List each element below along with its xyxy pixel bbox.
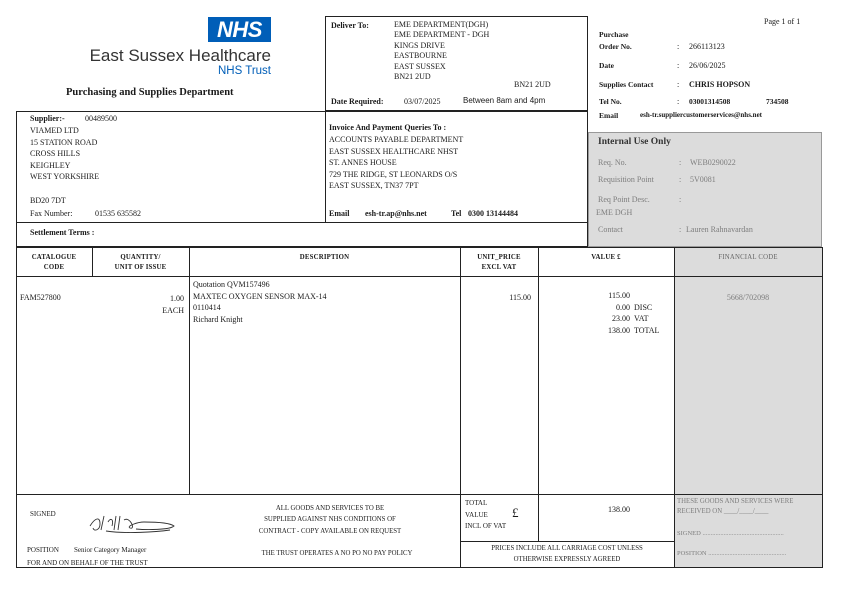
supplies-contact-label: Supplies Contact	[599, 80, 654, 89]
received-signed-line: SIGNED ..................................................	[677, 530, 784, 537]
description-line: Richard Knight	[193, 314, 243, 324]
supplier-line: VIAMED LTD	[30, 126, 79, 135]
org-name: East Sussex Healthcare	[89, 46, 271, 65]
fax-value: 01535 635582	[95, 209, 141, 218]
value-label: VAT	[634, 314, 649, 324]
description-line: 0110414	[193, 303, 221, 313]
total-label	[465, 498, 506, 533]
value-row	[560, 290, 659, 302]
currency-symbol: £	[512, 505, 519, 520]
deliver-line: EASTBOURNE	[394, 51, 447, 61]
value-block	[560, 290, 659, 336]
value-label: DISC	[634, 302, 653, 312]
tel-value: 03001314508	[689, 97, 731, 106]
value-amount: 0.00	[616, 302, 630, 312]
unit-of-issue: EACH	[162, 306, 184, 315]
req-point-value: 5V0081	[690, 175, 716, 184]
col-header-catalogue	[16, 253, 92, 273]
received-line: THESE GOODS AND SERVICES WERE	[677, 498, 794, 505]
received-text	[677, 497, 793, 517]
date-required-label: Date Required:	[331, 97, 384, 106]
divider	[325, 111, 326, 223]
fax-label: Fax Number:	[30, 209, 73, 218]
delivery-window: Between 8am and 4pm	[463, 96, 546, 105]
supplier-line: WEST YORKSHIRE	[30, 172, 100, 182]
nhs-logo-text: NHS	[217, 17, 262, 42]
sep: :	[677, 80, 680, 89]
deliver-line: BN21 2UD	[394, 72, 431, 82]
carriage-line: PRICES INCLUDE ALL CARRIAGE COST UNLESS	[491, 545, 643, 552]
req-point-label: Requisition Point	[598, 175, 654, 184]
supplier-line: KEIGHLEY	[30, 160, 71, 170]
invoice-email: esh-tr.ap@nhs.net	[365, 209, 427, 218]
supplier-invoice-box	[16, 111, 588, 247]
column-divider	[538, 494, 539, 541]
sep: :	[679, 158, 682, 167]
deliver-postcode: BN21 2UD	[514, 80, 551, 89]
supplier-line: 15 STATION ROAD	[30, 137, 98, 147]
order-no-label: Order No.	[599, 42, 632, 51]
col-header-value: VALUE £	[591, 254, 621, 261]
invoice-address	[329, 134, 463, 192]
sep: :	[677, 61, 680, 70]
deliver-line: EME DEPARTMENT(DGH)	[394, 20, 489, 29]
total-label-line: TOTAL	[465, 499, 488, 507]
supplier-label: Supplier:-	[30, 114, 65, 123]
col-header-description: DESCRIPTION	[299, 254, 350, 261]
value-amount: 23.00	[612, 314, 630, 324]
sep: :	[677, 42, 680, 51]
date-value: 26/06/2025	[689, 61, 726, 70]
deliver-address	[394, 20, 489, 82]
received-line: RECEIVED ON ____/____/____	[677, 508, 769, 515]
column-divider	[189, 247, 190, 495]
financial-code-value: 5668/702098	[726, 293, 770, 302]
column-divider	[674, 247, 675, 495]
supplier-line: CROSS HILLS	[30, 149, 81, 159]
line-items-table	[16, 247, 823, 495]
invoice-tel: 0300 13144484	[468, 209, 518, 218]
page-label: Page 1 of 1	[764, 17, 801, 26]
no-po-policy: THE TRUST OPERATES A NO PO NO PAY POLICY	[261, 550, 413, 557]
catalogue-code: FAM527800	[20, 293, 61, 302]
position-label: POSITION	[27, 546, 59, 554]
tel-label: Tel No.	[599, 97, 622, 106]
col-header-text: CODE	[43, 264, 65, 271]
col-header-text: UNIT_PRICE	[477, 254, 521, 261]
conditions-text	[230, 503, 430, 537]
purchase-label: Purchase	[599, 30, 629, 39]
col-header-text: CATALOGUE	[31, 254, 77, 261]
invoice-line: EAST SUSSEX HEALTHCARE NHST	[329, 146, 459, 156]
signed-label: SIGNED	[30, 510, 56, 518]
col-header-text: QUANTITY/	[120, 254, 161, 261]
deliver-line: EAST SUSSEX	[394, 61, 446, 71]
sep: :	[677, 97, 680, 106]
divider	[460, 541, 674, 542]
req-no-label: Req. No.	[598, 158, 627, 167]
behalf-text: FOR AND ON BEHALF OF THE TRUST	[27, 559, 148, 567]
contact-label: Contact	[598, 225, 623, 234]
department-title: Purchasing and Supplies Department	[66, 87, 234, 98]
email-value: esh-tr.suppliercustomerservices@nhs.net	[640, 111, 763, 119]
position-value: Senior Category Manager	[74, 546, 147, 554]
supplier-address	[30, 125, 99, 183]
supplier-postcode: BD20 7DT	[30, 196, 66, 205]
description-block	[193, 279, 327, 325]
value-label: TOTAL	[634, 325, 660, 335]
column-divider	[460, 247, 461, 495]
settlement-terms-label: Settlement Terms :	[30, 228, 95, 237]
invoice-line: EAST SUSSEX, TN37 7PT	[329, 181, 419, 191]
deliver-line: EME DEPARTMENT - DGH	[394, 30, 490, 40]
total-value: 138.00	[608, 505, 630, 514]
req-point-desc-value: EME DGH	[596, 208, 633, 217]
supplies-contact-value: CHRIS HOPSON	[689, 80, 751, 89]
sep: :	[679, 175, 682, 184]
col-header-quantity	[92, 253, 189, 273]
conditions-line: ALL GOODS AND SERVICES TO BE	[275, 505, 385, 512]
nhs-logo	[208, 17, 271, 42]
column-divider	[538, 247, 539, 495]
column-divider	[674, 494, 675, 568]
deliver-label: Deliver To:	[331, 21, 369, 30]
col-header-text: EXCL VAT	[481, 264, 517, 271]
description-line: Quotation QVM157496	[193, 280, 270, 289]
sep: :	[679, 195, 682, 204]
conditions-line: SUPPLIED AGAINST NHS CONDITIONS OF	[264, 516, 396, 524]
quantity-value: 1.00	[170, 294, 184, 303]
invoice-line: 729 THE RIDGE, ST LEONARDS O/S	[329, 169, 458, 179]
req-no-value: WEB0290022	[690, 158, 736, 167]
unit-price-value: 115.00	[509, 293, 531, 302]
email-label: Email	[599, 111, 619, 120]
value-amount: 115.00	[608, 291, 630, 300]
req-point-desc-label: Req Point Desc.	[598, 195, 650, 204]
value-row	[560, 302, 659, 314]
carriage-text	[460, 543, 674, 565]
value-row	[560, 325, 659, 337]
col-header-text: UNIT OF ISSUE	[114, 264, 167, 271]
contact-value: Lauren Rahnavardan	[686, 225, 753, 234]
value-row	[560, 313, 659, 325]
deliver-line: KINGS DRIVE	[394, 40, 445, 50]
invoice-line: ACCOUNTS PAYABLE DEPARTMENT	[329, 135, 464, 144]
invoice-line: ST. ANNES HOUSE	[329, 158, 397, 168]
divider	[16, 222, 588, 223]
table-header-rule	[16, 276, 823, 277]
date-label: Date	[599, 61, 614, 70]
description-line: MAXTEC OXYGEN SENSOR MAX-14	[193, 291, 327, 301]
total-label-line: INCL OF VAT	[465, 522, 507, 530]
invoice-tel-label: Tel	[451, 209, 462, 218]
col-header-financial: FINANCIAL CODE	[718, 254, 778, 261]
org-sub: NHS Trust	[217, 65, 271, 77]
total-label-line: VALUE	[465, 510, 488, 519]
col-header-unit-price	[460, 253, 538, 273]
sep: :	[679, 225, 682, 234]
internal-use-heading: Internal Use Only	[598, 137, 671, 147]
order-no-value: 266113123	[689, 42, 725, 51]
conditions-line: CONTRACT - COPY AVAILABLE ON REQUEST	[258, 527, 402, 535]
value-amount: 138.00	[608, 325, 630, 335]
signature-image	[86, 510, 178, 536]
carriage-line: OTHERWISE EXPRESSLY AGREED	[513, 556, 621, 563]
received-position-line: POSITION ................................................	[677, 550, 787, 557]
date-required-value: 03/07/2025	[404, 97, 441, 106]
invoice-heading: Invoice And Payment Queries To :	[329, 123, 447, 132]
supplier-code: 00489500	[85, 114, 117, 123]
tel-ext: 734508	[766, 97, 789, 106]
invoice-email-label: Email	[329, 209, 350, 218]
